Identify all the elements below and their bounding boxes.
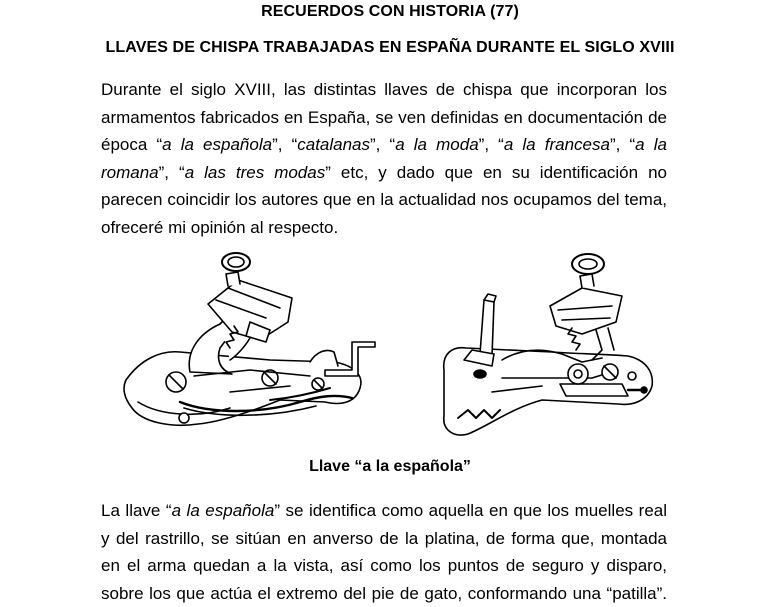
text-line: La llave “a la española” se identifica como aquella en que los muelles real [101, 497, 667, 525]
text-line: romana”, “a las tres modas” etc, y dado que en su identificación no [101, 159, 667, 187]
article-title: LLAVES DE CHISPA TRABAJADAS EN ESPAÑA DURANTE EL SIGLO XVIII [0, 39, 780, 57]
text-line: en el arma quedan a la vista, así como los puntos de seguro y disparo, [101, 552, 667, 580]
series-title: RECUERDOS CON HISTORIA (77) [0, 3, 780, 21]
figure-caption: Llave “a la española” [0, 458, 780, 476]
text-line: Durante el siglo XVIII, las distintas llaves de chispa que incorporan los [101, 76, 667, 104]
text-line: sobre los que actúa el extremo del pie de gato, conformando una “patilla”. [101, 580, 667, 607]
text-line: época “a la española”, “catalanas”, “a la moda”, “a la francesa”, “a la [101, 131, 667, 159]
text-line: y del rastrillo, se sitúan en anverso de la platina, de forma que, montada [101, 525, 667, 553]
flintlock-miquelet-exterior-drawing-icon [120, 252, 392, 442]
text-line: ofreceré mi opinión al respecto. [101, 214, 667, 242]
intro-paragraph [101, 76, 667, 241]
text-line: armamentos fabricados en España, se ven definidas en documentación de [101, 104, 667, 132]
flintlock-miquelet-interior-drawing-icon [432, 250, 658, 442]
body-paragraph [101, 497, 667, 607]
text-line: parecen coincidir los autores que en la actualidad nos ocupamos del tema, [101, 186, 667, 214]
